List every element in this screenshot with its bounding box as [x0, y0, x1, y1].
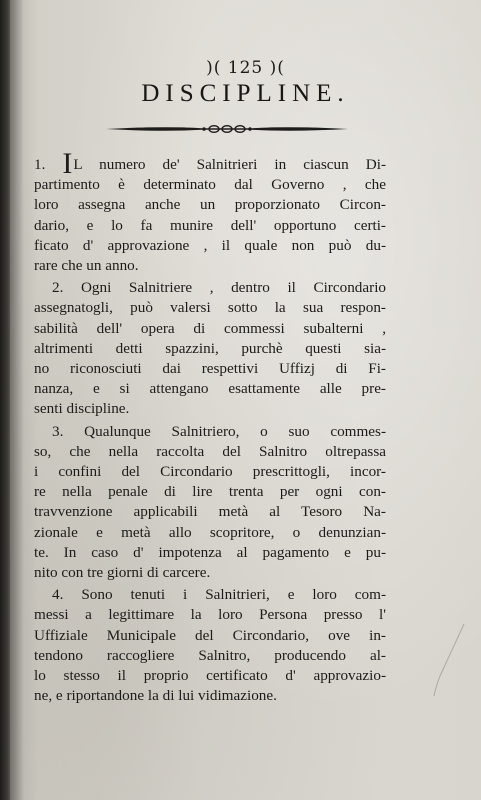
text-line: messi a legittimare la loro Persona presso l'	[34, 606, 386, 624]
text-line: re nella penale di lire trenta per ogni con-	[34, 483, 386, 501]
line-text: L numero de' Salnitrieri in ciascun Di-	[73, 156, 386, 173]
text-line: assegnatogli, può valersi sotto la sua respon-	[34, 299, 386, 317]
text-line: altrimenti detti spazzini, purchè questi sia-	[34, 339, 386, 357]
paragraph-4	[34, 585, 386, 706]
line-text: Ogni Salnitriere , dentro il Circondario	[80, 279, 387, 297]
text-line	[34, 422, 386, 442]
text-line: dario, e lo fa munire dell' opportuno certi-	[34, 216, 386, 234]
pencil-mark	[430, 620, 470, 700]
text-line	[34, 278, 386, 298]
text-line: zionale e metà allo scopritore, o denunzian-	[34, 523, 386, 541]
text-line: loro assegna anche un proporzionato Circon-	[34, 196, 386, 214]
section-title: DISCIPLINE.	[141, 80, 350, 107]
text-line: senti discipline.	[34, 400, 130, 418]
paragraph-3	[34, 422, 386, 584]
ornamental-rule	[102, 122, 352, 136]
paragraph-1	[34, 147, 386, 276]
page-number: )( 125 )(	[206, 58, 285, 78]
text-line: sabilità dell' opera di commessi subalterni ,	[34, 319, 386, 337]
paragraph-number: 2.	[52, 279, 64, 297]
paragraph-2	[34, 278, 386, 419]
binding-edge	[0, 0, 10, 800]
text-line: tendono raccogliere Salnitro, producendo al-	[34, 646, 386, 664]
text-line: travvenzione applicabili metà al Tesoro Na-	[34, 503, 386, 521]
paragraph-number: 4.	[52, 586, 64, 604]
text-line: lo stesso il proprio certificato d' approvazio-	[34, 667, 386, 685]
text-line: ne, e riportandone la di lui vidimazione.	[34, 687, 277, 705]
text-line: te. In caso d' impotenza al pagamento e pu-	[34, 543, 386, 561]
text-line: so, che nella raccolta del Salnitro oltrepassa	[34, 442, 386, 460]
text-line: Uffiziale Municipale del Circondario, ove in-	[34, 626, 386, 644]
paragraph-number: 1.	[34, 156, 46, 173]
text-line: ficato d' approvazione , il quale non può du-	[34, 236, 386, 254]
text-line: no riconosciuti dai respettivi Uffizj di Fi-	[34, 360, 386, 378]
text-line	[34, 147, 386, 180]
text-line: partimento è determinato dal Governo , che	[34, 176, 386, 194]
line-text: Sono tenuti i Salnitrieri, e loro com-	[81, 586, 387, 604]
text-line	[34, 585, 386, 605]
text-line: i confini del Circondario prescrittogli, incor-	[34, 463, 386, 481]
paragraph-number: 3.	[52, 422, 64, 440]
paper-sheet	[10, 0, 481, 800]
text-line: nito con tre giorni di carcere.	[34, 564, 211, 582]
gutter-shadow	[10, 0, 24, 800]
line-text: Qualunque Salnitriero, o suo commes-	[84, 422, 387, 440]
drop-cap: I	[62, 147, 73, 180]
article-body	[34, 147, 387, 708]
text-line: nanza, e si attengano esattamente alle pre-	[34, 380, 386, 398]
text-line: rare che un anno.	[34, 257, 139, 275]
